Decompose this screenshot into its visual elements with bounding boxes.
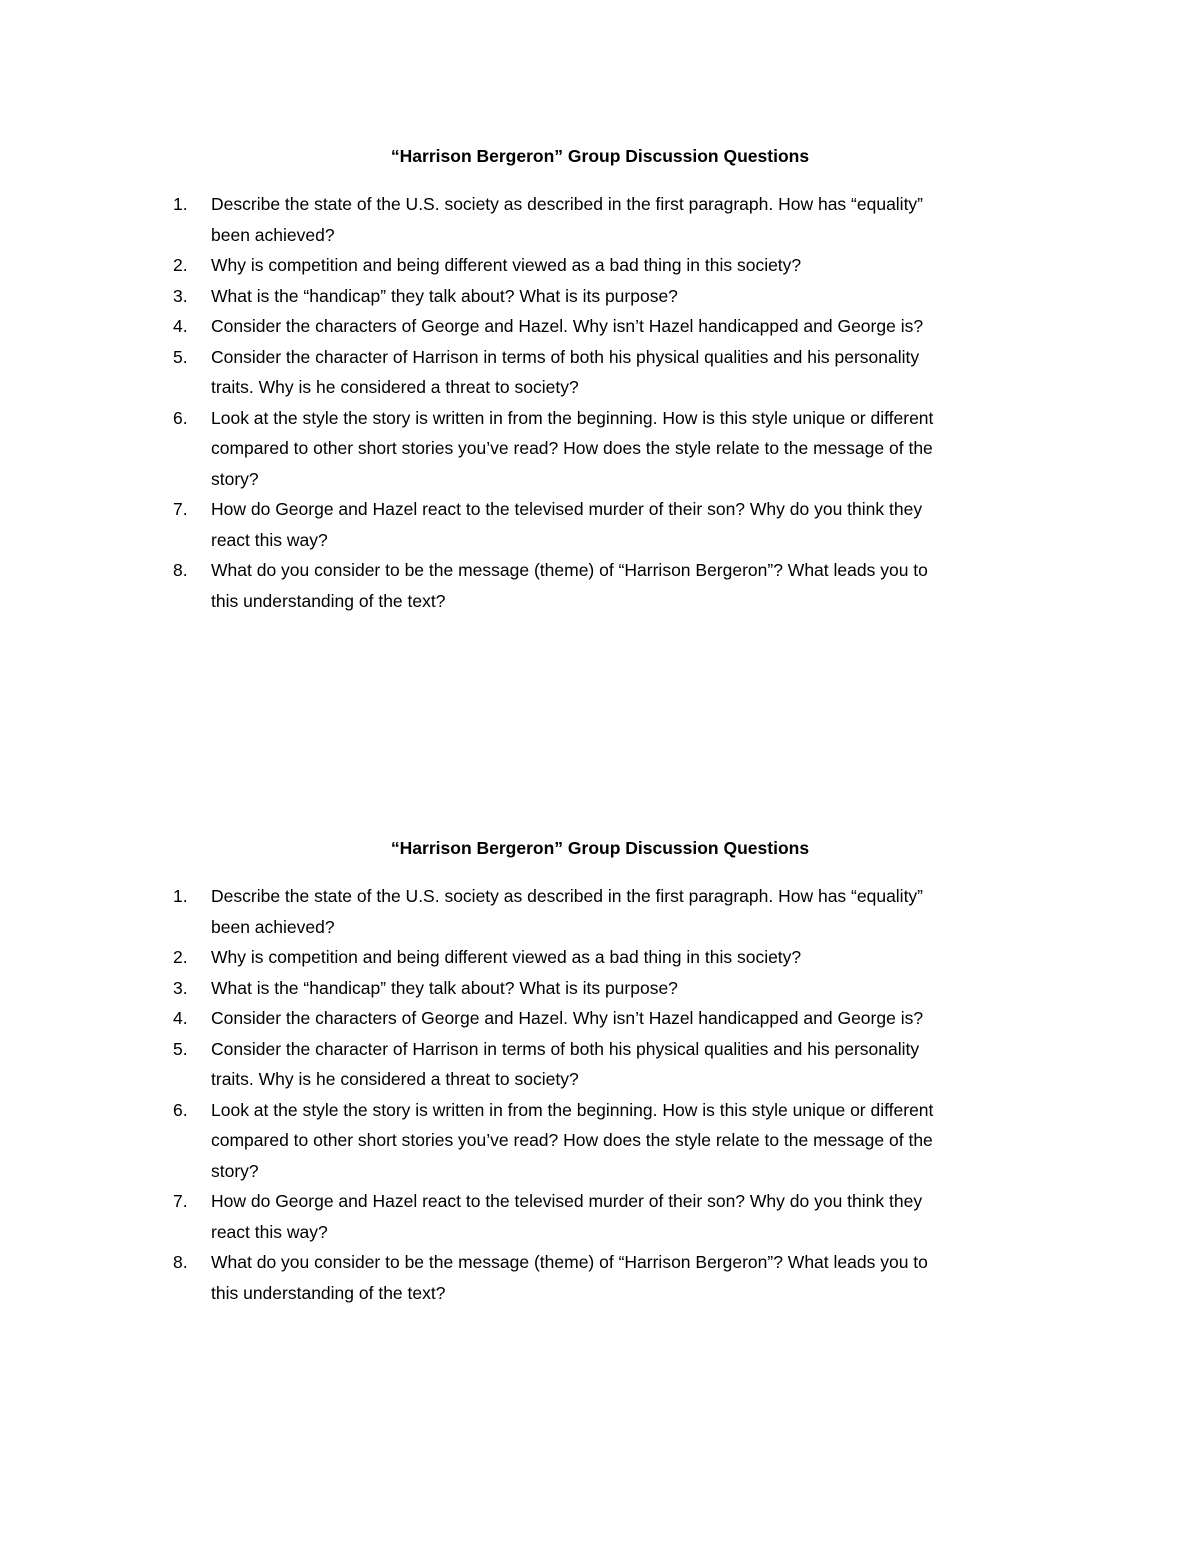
question-text-line: What is the “handicap” they talk about? What is its purpose? — [211, 977, 678, 998]
question-number: 2. — [173, 255, 188, 275]
question-text-line: Consider the characters of George and Hazel. Why isn’t Hazel handicapped and George is? — [211, 1008, 924, 1028]
question-number: 5. — [173, 1038, 188, 1059]
question-list — [0, 881, 1200, 1308]
question-text-line: Why is competition and being different viewed as a bad thing in this society? — [211, 947, 802, 967]
question-text-line: Why is competition and being different viewed as a bad thing in this society? — [211, 255, 802, 275]
question-text-line: been achieved? — [211, 224, 335, 245]
question-text-line: story? — [211, 1160, 259, 1181]
question-text-line: been achieved? — [211, 916, 335, 937]
question-text-line: this understanding of the text? — [211, 1282, 446, 1303]
question-number: 3. — [173, 977, 188, 998]
question-number: 2. — [173, 947, 188, 967]
sheet-title: “Harrison Bergeron” Group Discussion Questions — [390, 838, 810, 858]
question-item — [0, 1247, 1200, 1308]
question-text-line: Consider the characters of George and Hazel. Why isn’t Hazel handicapped and George is? — [211, 316, 924, 336]
question-text-line: compared to other short stories you’ve read? How does the style relate to the message of the — [211, 438, 933, 458]
question-text-line: this understanding of the text? — [211, 590, 446, 611]
question-text-line: story? — [211, 468, 259, 489]
question-item — [0, 342, 1200, 403]
question-sheet-bottom — [0, 834, 1200, 1308]
question-item — [0, 1095, 1200, 1187]
question-item — [0, 973, 1200, 1004]
question-sheet-top — [0, 142, 1200, 616]
question-list — [0, 189, 1200, 616]
question-text-line: Look at the style the story is written in from the beginning. How is this style unique or different — [211, 407, 934, 428]
question-text-line: Describe the state of the U.S. society as described in the first paragraph. How has “equality” — [211, 194, 924, 214]
question-number: 5. — [173, 346, 188, 367]
question-text-line: What is the “handicap” they talk about? What is its purpose? — [211, 285, 678, 306]
sheet-title: “Harrison Bergeron” Group Discussion Questions — [390, 146, 810, 166]
question-number: 6. — [173, 407, 188, 428]
question-text-line: Consider the character of Harrison in terms of both his physical qualities and his personality — [211, 346, 920, 367]
question-number: 8. — [173, 1252, 188, 1272]
question-item — [0, 189, 1200, 250]
question-text-line: Describe the state of the U.S. society as described in the first paragraph. How has “equality” — [211, 886, 924, 906]
question-item — [0, 942, 1200, 973]
question-item — [0, 1186, 1200, 1247]
question-number: 4. — [173, 316, 188, 336]
question-number: 7. — [173, 1191, 188, 1211]
question-item — [0, 403, 1200, 495]
question-item — [0, 311, 1200, 342]
question-number: 1. — [173, 194, 188, 214]
question-item — [0, 281, 1200, 312]
question-text-line: react this way? — [211, 529, 328, 550]
question-text-line: How do George and Hazel react to the televised murder of their son? Why do you think they — [211, 499, 923, 519]
question-item — [0, 881, 1200, 942]
question-item — [0, 1003, 1200, 1034]
question-number: 3. — [173, 285, 188, 306]
question-item — [0, 494, 1200, 555]
question-number: 7. — [173, 499, 188, 519]
question-text-line: react this way? — [211, 1221, 328, 1242]
question-text-line: traits. Why is he considered a threat to society? — [211, 377, 579, 397]
question-number: 4. — [173, 1008, 188, 1028]
question-text-line: traits. Why is he considered a threat to society? — [211, 1069, 579, 1089]
question-text-line: Consider the character of Harrison in terms of both his physical qualities and his personality — [211, 1038, 920, 1059]
question-text-line: What do you consider to be the message (theme) of “Harrison Bergeron”? What leads you to — [211, 560, 928, 580]
question-item — [0, 1034, 1200, 1095]
question-text-line: compared to other short stories you’ve read? How does the style relate to the message of the — [211, 1130, 933, 1150]
question-text-line: What do you consider to be the message (theme) of “Harrison Bergeron”? What leads you to — [211, 1252, 928, 1272]
question-number: 8. — [173, 560, 188, 580]
question-text-line: Look at the style the story is written in from the beginning. How is this style unique or different — [211, 1099, 934, 1120]
question-item — [0, 555, 1200, 616]
question-number: 1. — [173, 886, 188, 906]
question-text-line: How do George and Hazel react to the televised murder of their son? Why do you think they — [211, 1191, 923, 1211]
question-number: 6. — [173, 1099, 188, 1120]
question-item — [0, 250, 1200, 281]
